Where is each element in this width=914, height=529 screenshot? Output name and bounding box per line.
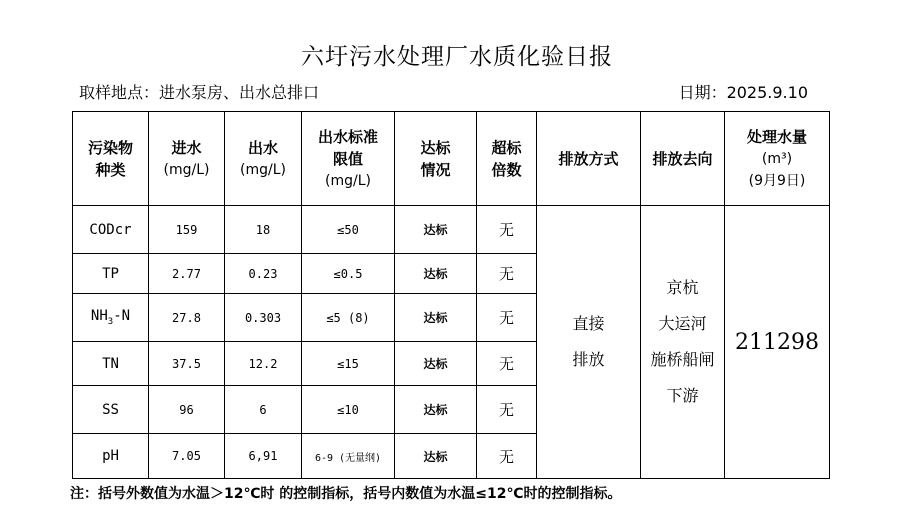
- header-volume-unit: (m³): [761, 150, 793, 167]
- exceed-cell: 无: [477, 434, 537, 479]
- status-cell: 达标: [395, 342, 477, 386]
- inflow-cell: 27.8: [149, 294, 225, 342]
- header-outflow-unit: (mg/L): [240, 161, 286, 178]
- limit-cell: ≤0.5: [302, 254, 395, 294]
- water-quality-table: [72, 111, 830, 479]
- discharge-method-cell: [537, 206, 641, 479]
- limit-cell: ≤15: [302, 342, 395, 386]
- pollutant-cell: SS: [73, 386, 149, 434]
- header-row: [73, 112, 830, 206]
- header-outflow-label: 出水: [247, 138, 278, 157]
- footnote: 注：括号外数值为水温＞12℃时 的控制指标，括号内数值为水温≤12℃时的控制指标。: [70, 486, 622, 502]
- header-inflow: [149, 112, 225, 206]
- inflow-cell: 96: [149, 386, 225, 434]
- header-pollutant-line1: 污染物: [87, 138, 133, 157]
- header-outflow: [225, 112, 302, 206]
- pollutant-cell: TN: [73, 342, 149, 386]
- pollutant-tail: -N: [113, 308, 131, 325]
- exceed-cell: 无: [477, 294, 537, 342]
- pollutant-cell: TP: [73, 254, 149, 294]
- header-pollutant: [73, 112, 149, 206]
- report-title: 六圩污水处理厂水质化验日报: [301, 44, 613, 70]
- exceed-cell: 无: [477, 342, 537, 386]
- pollutant-cell: CODcr: [73, 206, 149, 254]
- limit-cell: 6-9 (无量纲): [302, 434, 395, 479]
- header-discharge-method: 排放方式: [537, 112, 641, 206]
- inflow-cell: 159: [149, 206, 225, 254]
- report-date: 日期：2025.9.10: [678, 83, 808, 102]
- sampling-location: 取样地点：进水泵房、出水总排口: [79, 83, 320, 102]
- outflow-cell: 0.303: [225, 294, 302, 342]
- status-cell: 达标: [395, 206, 477, 254]
- volume-value-cell: 211298: [725, 206, 830, 479]
- status-cell: 达标: [395, 386, 477, 434]
- header-exceed-line1: 超标: [491, 138, 522, 157]
- header-exceed: [477, 112, 537, 206]
- status-cell: 达标: [395, 294, 477, 342]
- pollutant-main: NH: [90, 308, 108, 325]
- inflow-cell: 37.5: [149, 342, 225, 386]
- outflow-cell: 6,91: [225, 434, 302, 479]
- discharge-dest-line: 大运河: [658, 314, 707, 333]
- header-volume: [725, 112, 830, 206]
- inflow-cell: 2.77: [149, 254, 225, 294]
- exceed-cell: 无: [477, 206, 537, 254]
- limit-cell: ≤50: [302, 206, 395, 254]
- inflow-cell: 7.05: [149, 434, 225, 479]
- status-cell: 达标: [395, 434, 477, 479]
- header-inflow-label: 进水: [171, 138, 202, 157]
- header-status: [395, 112, 477, 206]
- pollutant-subscript: 3: [107, 316, 114, 327]
- discharge-method-line: 排放: [572, 350, 605, 369]
- exceed-cell: 无: [477, 254, 537, 294]
- header-limit: [302, 112, 395, 206]
- header-limit-unit: (mg/L): [325, 172, 371, 189]
- outflow-cell: 0.23: [225, 254, 302, 294]
- header-inflow-unit: (mg/L): [163, 161, 210, 178]
- discharge-dest-line: 京杭: [666, 278, 699, 297]
- header-volume-date: (9月9日): [748, 172, 806, 189]
- header-limit-line2: 限值: [332, 149, 363, 168]
- header-limit-line1: 出水标准: [317, 127, 378, 146]
- limit-cell: ≤5 (8): [302, 294, 395, 342]
- pollutant-cell: pH: [73, 434, 149, 479]
- discharge-method-line: 直接: [572, 314, 605, 333]
- header-status-line1: 达标: [420, 138, 451, 157]
- discharge-dest-line: 施桥船闸: [650, 350, 715, 369]
- outflow-cell: 6: [225, 386, 302, 434]
- header-exceed-line2: 倍数: [491, 160, 522, 179]
- outflow-cell: 12.2: [225, 342, 302, 386]
- header-status-line2: 情况: [420, 160, 451, 179]
- header-discharge-dest: 排放去向: [641, 112, 725, 206]
- header-volume-label: 处理水量: [746, 127, 807, 146]
- limit-cell: ≤10: [302, 386, 395, 434]
- table-row: [73, 206, 830, 254]
- exceed-cell: 无: [477, 386, 537, 434]
- discharge-dest-cell: [641, 206, 725, 479]
- header-pollutant-line2: 种类: [95, 160, 126, 179]
- discharge-dest-line: 下游: [666, 386, 699, 405]
- status-cell: 达标: [395, 254, 477, 294]
- outflow-cell: 18: [225, 206, 302, 254]
- pollutant-cell: [73, 294, 149, 342]
